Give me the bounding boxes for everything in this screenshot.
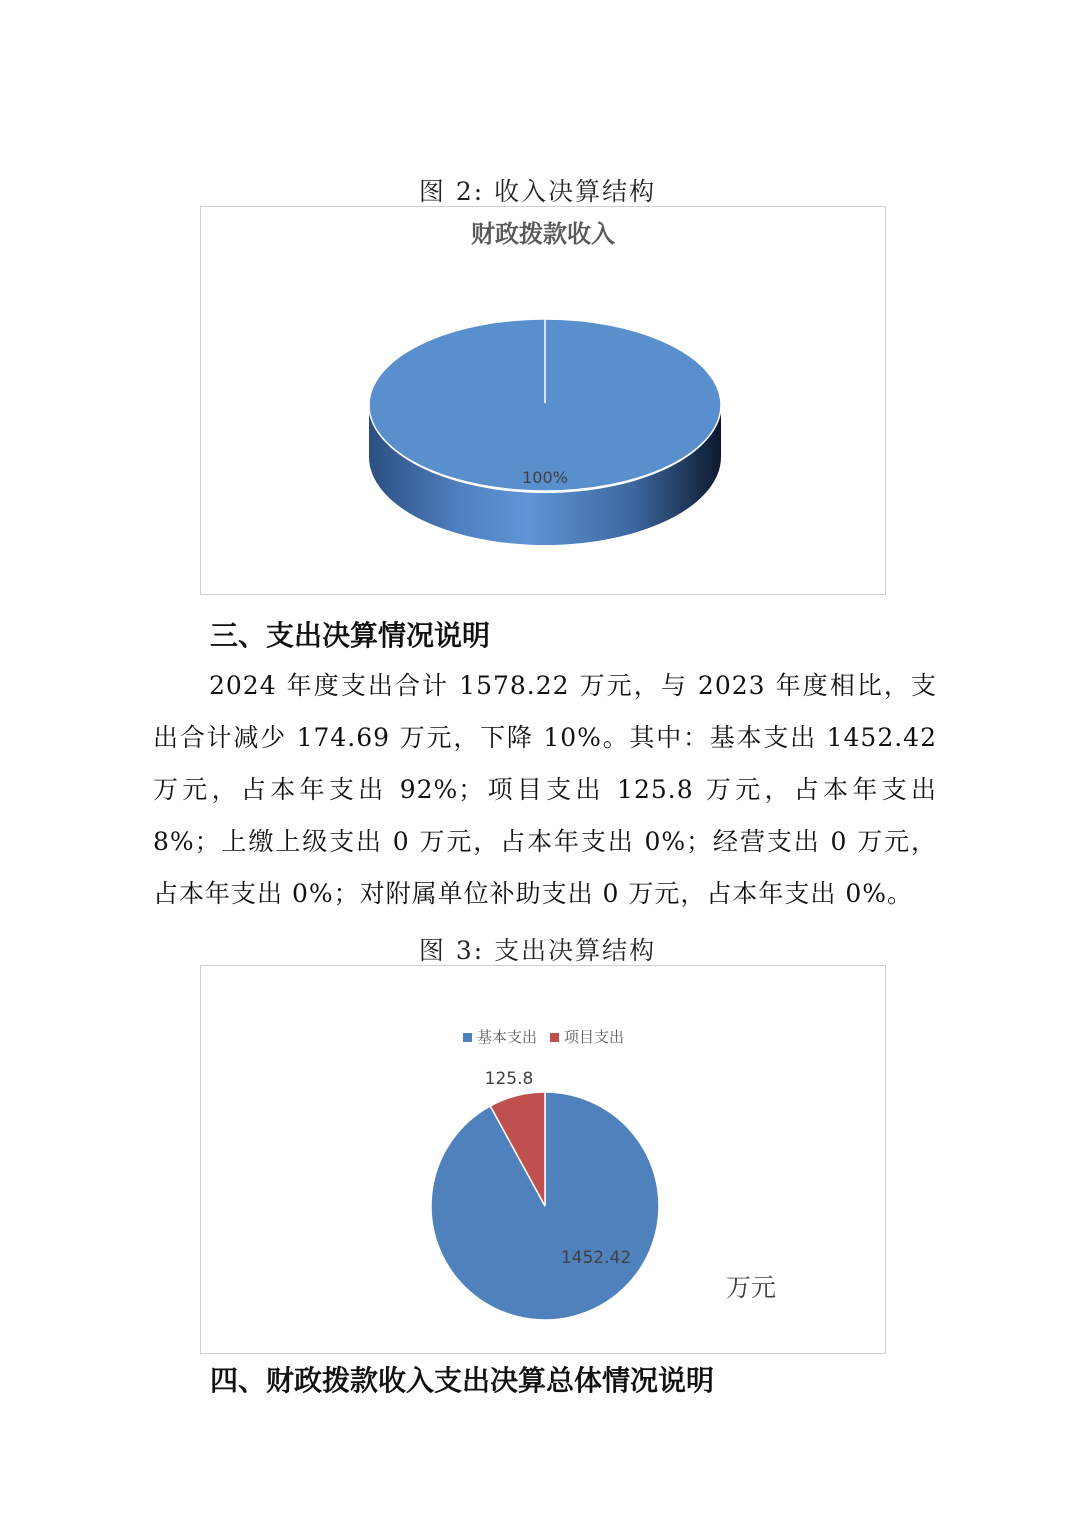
figure-3-pie-svg	[201, 966, 885, 1353]
legend-swatch-basic	[463, 1033, 472, 1042]
figure-2-chart	[200, 206, 886, 595]
figure-3-chart	[200, 965, 886, 1354]
figure-2-data-label: 100%	[522, 468, 568, 487]
section-3-heading: 三、支出决算情况说明	[210, 619, 491, 652]
figure-2-caption: 图 2: 收入决算结构	[418, 177, 657, 206]
legend-swatch-project	[550, 1033, 559, 1042]
figure-3-caption: 图 3: 支出决算结构	[418, 936, 657, 965]
figure-3-data-label-project: 125.8	[484, 1069, 534, 1089]
figure-2-pie-svg	[201, 207, 885, 594]
legend-label-basic: 基本支出	[477, 1028, 538, 1046]
section-3-paragraph: 2024 年度支出合计 1578.22 万元，与 2023 年度相比，支出合计减少 174.69 万元，下降 10%。其中：基本支出 1452.42 万元，占本年支出 92%；项目支出 125.8 万元，占本年支出 8%；上缴上级支出 0 万元，占本年支出 0%；经营支出 0 万元，占本年支出 0%；对附属单位补助支出 0 万元，占本年支出 0%。	[153, 671, 937, 908]
section-4-heading: 四、财政拨款收入支出决算总体情况说明	[210, 1364, 715, 1397]
figure-3-unit-label: 万元	[725, 1273, 777, 1302]
legend-label-project: 项目支出	[564, 1028, 625, 1046]
figure-3-data-label-basic: 1452.42	[560, 1248, 632, 1268]
figure-2-chart-title: 财政拨款收入	[471, 220, 615, 248]
